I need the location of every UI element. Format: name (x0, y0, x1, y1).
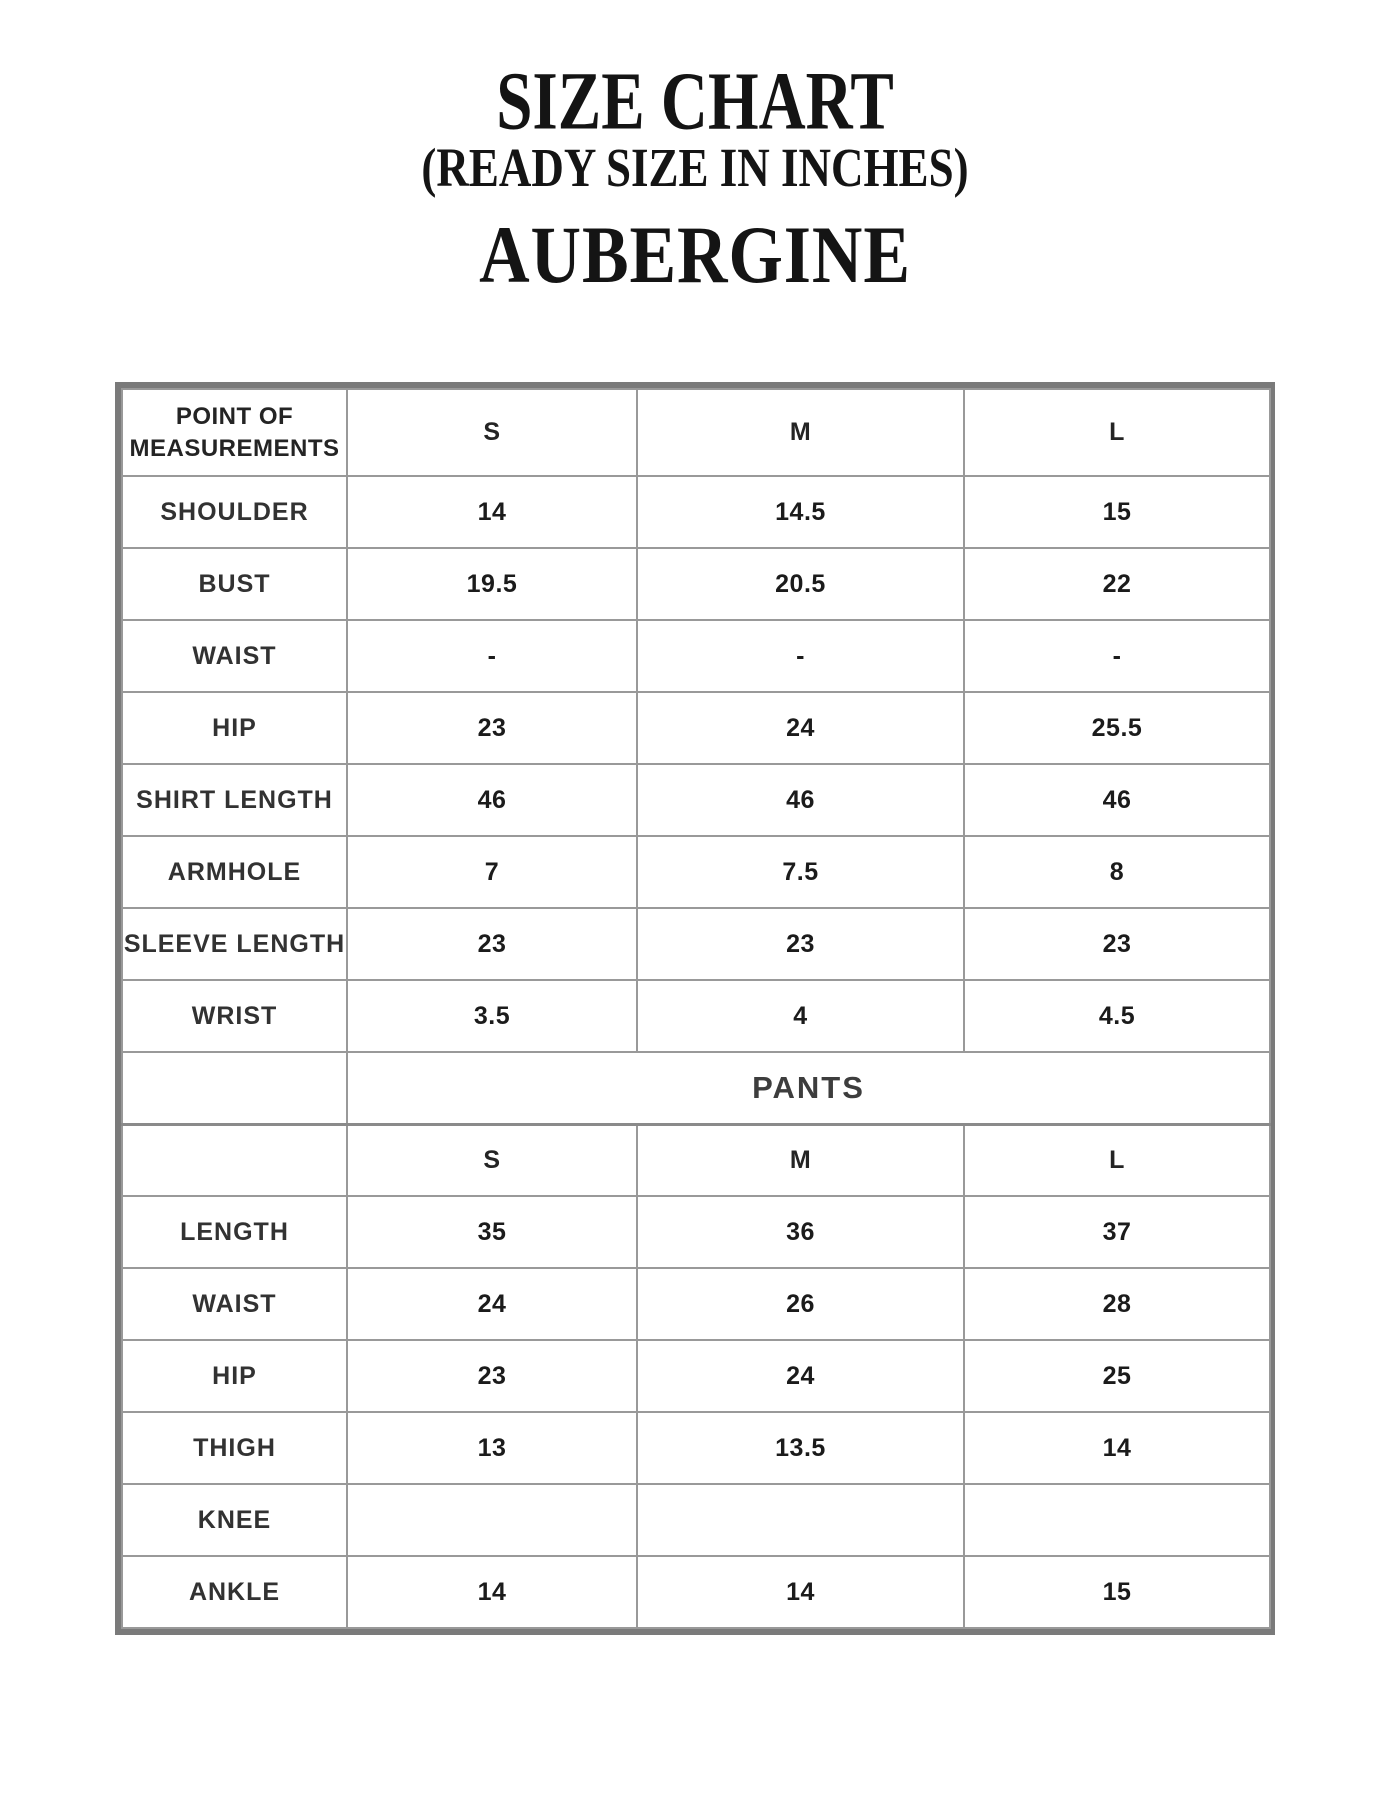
table-row-pants-knee (122, 1484, 1270, 1556)
page-subtitle: (READY SIZE IN INCHES) (421, 136, 969, 199)
pants-header-size-l: L (964, 1124, 1270, 1196)
cell-value-l: 4.5 (964, 980, 1270, 1052)
row-label: THIGH (122, 1412, 347, 1484)
cell-value-m: 23 (637, 908, 964, 980)
cell-value-m: 36 (637, 1196, 964, 1268)
table-header-row (122, 389, 1270, 476)
header-size-l: L (964, 389, 1270, 476)
header-size-s: S (347, 389, 637, 476)
pants-size-header-row (122, 1124, 1270, 1196)
cell-value-s: 3.5 (347, 980, 637, 1052)
table-row-bust (122, 548, 1270, 620)
empty-cell (122, 1124, 347, 1196)
cell-value-s: 14 (347, 1556, 637, 1628)
row-label: SHOULDER (122, 476, 347, 548)
cell-value-m: 13.5 (637, 1412, 964, 1484)
cell-value-l: 25 (964, 1340, 1270, 1412)
row-label: HIP (122, 1340, 347, 1412)
row-label: ANKLE (122, 1556, 347, 1628)
row-label: SLEEVE LENGTH (122, 908, 347, 980)
pants-section-title: PANTS (347, 1052, 1270, 1124)
cell-value-m: 46 (637, 764, 964, 836)
empty-cell (122, 1052, 347, 1124)
cell-value-m: 24 (637, 692, 964, 764)
header-point-of-measurements: POINT OF MEASUREMENTS (122, 389, 347, 476)
cell-value-s: - (347, 620, 637, 692)
table-row-shoulder (122, 476, 1270, 548)
cell-value-l (964, 1484, 1270, 1556)
pants-header-size-m: M (637, 1124, 964, 1196)
cell-value-s: 13 (347, 1412, 637, 1484)
cell-value-l: - (964, 620, 1270, 692)
row-label: BUST (122, 548, 347, 620)
table-row-shirt-length (122, 764, 1270, 836)
header-size-m: M (637, 389, 964, 476)
cell-value-m: - (637, 620, 964, 692)
cell-value-m: 7.5 (637, 836, 964, 908)
table-row-sleeve-length (122, 908, 1270, 980)
cell-value-l: 28 (964, 1268, 1270, 1340)
cell-value-s: 7 (347, 836, 637, 908)
row-label: ARMHOLE (122, 836, 347, 908)
table-row-pants-hip (122, 1340, 1270, 1412)
table-row-armhole (122, 836, 1270, 908)
table-row-waist (122, 620, 1270, 692)
row-label: WAIST (122, 620, 347, 692)
cell-value-m: 24 (637, 1340, 964, 1412)
table-row-pants-ankle (122, 1556, 1270, 1628)
cell-value-m: 20.5 (637, 548, 964, 620)
row-label: KNEE (122, 1484, 347, 1556)
size-table (121, 388, 1271, 1629)
cell-value-l: 22 (964, 548, 1270, 620)
cell-value-l: 15 (964, 1556, 1270, 1628)
cell-value-m: 4 (637, 980, 964, 1052)
table-row-pants-waist (122, 1268, 1270, 1340)
cell-value-l: 46 (964, 764, 1270, 836)
size-table-wrapper (115, 382, 1275, 1635)
row-label: LENGTH (122, 1196, 347, 1268)
pants-section-title-row (122, 1052, 1270, 1124)
cell-value-m: 14 (637, 1556, 964, 1628)
pants-header-size-s: S (347, 1124, 637, 1196)
cell-value-s: 35 (347, 1196, 637, 1268)
cell-value-m: 26 (637, 1268, 964, 1340)
cell-value-s: 23 (347, 908, 637, 980)
cell-value-l: 14 (964, 1412, 1270, 1484)
product-name: AUBERGINE (479, 209, 911, 301)
cell-value-l: 25.5 (964, 692, 1270, 764)
page-title: SIZE CHART (496, 55, 894, 148)
cell-value-s: 24 (347, 1268, 637, 1340)
cell-value-m: 14.5 (637, 476, 964, 548)
cell-value-l: 37 (964, 1196, 1270, 1268)
cell-value-l: 15 (964, 476, 1270, 548)
cell-value-s: 14 (347, 476, 637, 548)
table-row-wrist (122, 980, 1270, 1052)
cell-value-l: 8 (964, 836, 1270, 908)
cell-value-m (637, 1484, 964, 1556)
cell-value-s: 23 (347, 692, 637, 764)
table-row-pants-thigh (122, 1412, 1270, 1484)
cell-value-l: 23 (964, 908, 1270, 980)
cell-value-s (347, 1484, 637, 1556)
row-label: WRIST (122, 980, 347, 1052)
cell-value-s: 19.5 (347, 548, 637, 620)
row-label: SHIRT LENGTH (122, 764, 347, 836)
cell-value-s: 46 (347, 764, 637, 836)
row-label: HIP (122, 692, 347, 764)
table-row-pants-length (122, 1196, 1270, 1268)
row-label: WAIST (122, 1268, 347, 1340)
cell-value-s: 23 (347, 1340, 637, 1412)
table-row-hip (122, 692, 1270, 764)
